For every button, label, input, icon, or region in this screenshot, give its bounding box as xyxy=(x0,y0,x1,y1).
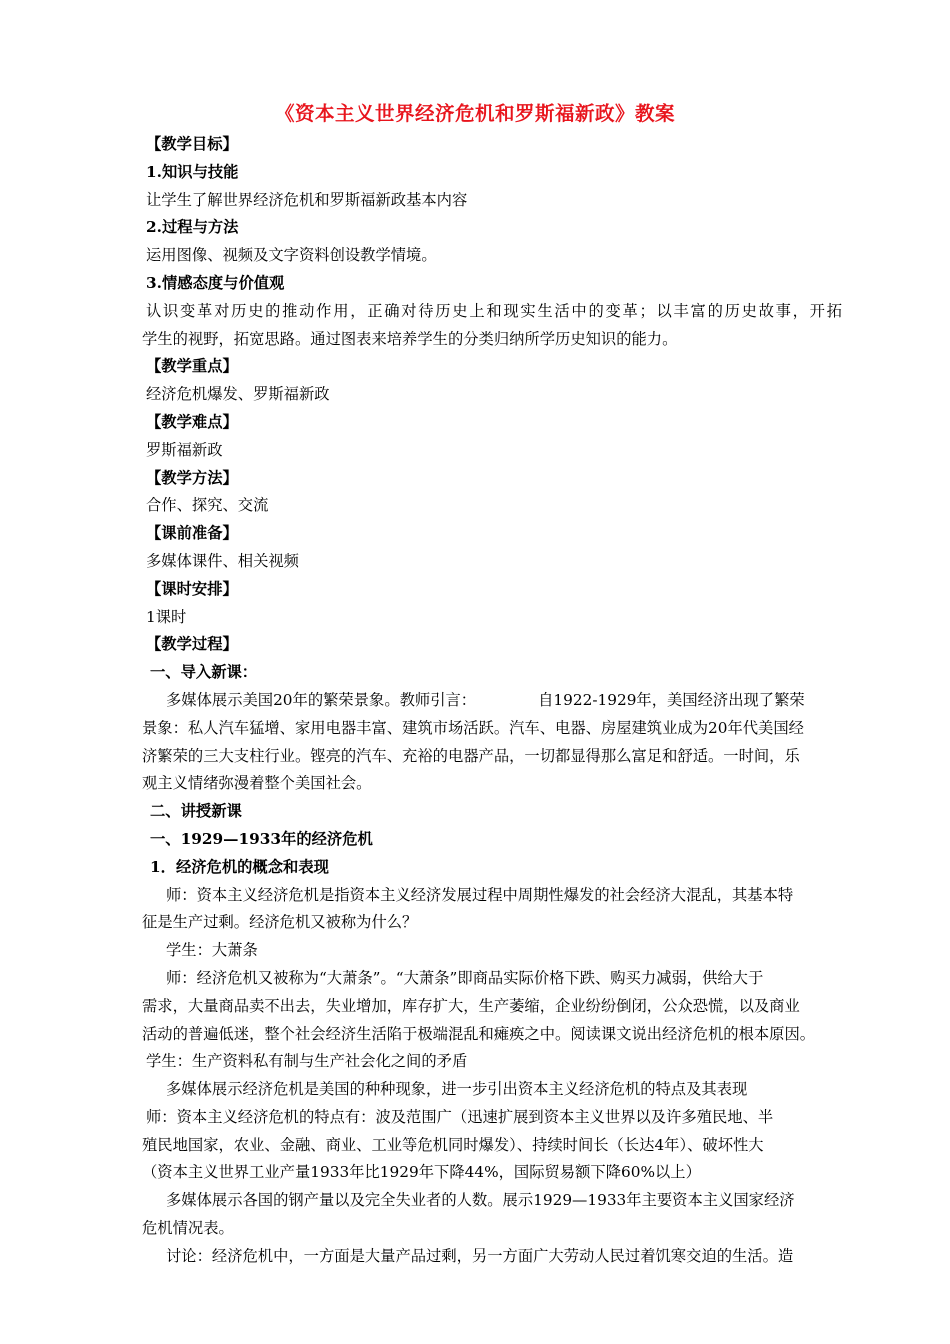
paragraph-6-line-2: 殖民地国家，农业、金融、商业、工业等危机同时爆发）、持续时间长（长达4年）、破坏性大 xyxy=(142,1135,764,1154)
schedule-text: 1课时 xyxy=(146,607,187,626)
intro-heading: 一、导入新课： xyxy=(150,663,258,682)
paragraph-1-line-1: 师：资本主义经济危机是指资本主义经济发展过程中周期性爆发的社会经济大混乱，其基本特 xyxy=(166,885,794,904)
paragraph-8: 讨论：经济危机中，一方面是大量产品过剩，另一方面广大劳动人民过着饥寒交迫的生活。造 xyxy=(166,1246,794,1265)
methods-text: 合作、探究、交流 xyxy=(146,496,269,515)
objectives-heading: 【教学目标】 xyxy=(146,135,238,153)
intro-line-1a: 多媒体展示美国20年的繁荣景象。教师引言： xyxy=(166,690,477,709)
intro-line-1 xyxy=(142,687,842,715)
process-method-title: 2.过程与方法 xyxy=(146,218,239,237)
attitude-values-title: 3.情感态度与价值观 xyxy=(146,273,285,292)
section-1-heading: 一、1929—1933年的经济危机 xyxy=(150,829,373,848)
new-lesson-heading: 二、讲授新课 xyxy=(150,802,242,821)
attitude-values-text-2: 学生的视野，拓宽思路。通过图表来培养学生的分类归纳所学历史知识的能力。 xyxy=(142,329,678,348)
knowledge-skills-title: 1.知识与技能 xyxy=(146,162,239,181)
key-points-text: 经济危机爆发、罗斯福新政 xyxy=(146,385,330,404)
document-body xyxy=(142,131,842,1271)
schedule-heading: 【课时安排】 xyxy=(146,579,238,598)
attitude-values-text-1: 认识变革对历史的推动作用，正确对待历史上和现实生活中的变革；以丰富的历史故事，开拓 xyxy=(146,301,842,320)
paragraph-7-line-2: 危机情况表。 xyxy=(142,1219,234,1238)
paragraph-3-line-1: 师：经济危机又被称为“大萧条”。“大萧条”即商品实际价格下跌、购买力减弱，供给大于 xyxy=(166,968,764,987)
paragraph-7-line-1: 多媒体展示各国的钢产量以及完全失业者的人数。展示1929—1933年主要资本主义国家经济 xyxy=(166,1191,795,1210)
paragraph-3-line-2: 需求，大量商品卖不出去，失业增加，库存扩大，生产萎缩，企业纷纷倒闭，公众恐慌，以及商业 xyxy=(142,996,800,1015)
paragraph-3-line-3: 活动的普遍低迷，整个社会经济生活陷于极端混乱和瘫痪之中。阅读课文说出经济危机的根本原因。 xyxy=(142,1024,816,1043)
process-method-text: 运用图像、视频及文字资料创设教学情境。 xyxy=(146,246,437,265)
paragraph-2: 学生：大萧条 xyxy=(166,941,258,960)
paragraph-6-line-1: 师：资本主义经济危机的特点有：波及范围广（迅速扩展到资本主义世界以及许多殖民地、半 xyxy=(146,1107,774,1126)
methods-heading: 【教学方法】 xyxy=(146,468,238,487)
preparation-heading: 【课前准备】 xyxy=(146,524,238,543)
subsection-1-heading: 1．经济危机的概念和表现 xyxy=(150,857,329,876)
preparation-text: 多媒体课件、相关视频 xyxy=(146,551,299,570)
knowledge-skills-text: 让学生了解世界经济危机和罗斯福新政基本内容 xyxy=(146,190,468,209)
paragraph-5: 多媒体展示经济危机是美国的种种现象，进一步引出资本主义经济危机的特点及其表现 xyxy=(166,1080,748,1099)
document-title: 《资本主义世界经济危机和罗斯福新政》教案 xyxy=(274,102,675,125)
paragraph-6-line-3: （资本主义世界工业产量1933年比1929年下降44%，国际贸易额下降60%以上） xyxy=(142,1163,701,1182)
intro-line-2: 景象：私人汽车猛增、家用电器丰富、建筑市场活跃。汽车、电器、房屋建筑业成为20年代美国经 xyxy=(142,718,804,737)
key-points-heading: 【教学重点】 xyxy=(146,357,238,376)
intro-line-4: 观主义情绪弥漫着整个美国社会。 xyxy=(142,774,372,793)
difficulties-heading: 【教学难点】 xyxy=(146,412,238,431)
intro-line-3: 济繁荣的三大支柱行业。铿亮的汽车、充裕的电器产品，一切都显得那么富足和舒适。一时间，乐 xyxy=(142,746,800,765)
difficulties-text: 罗斯福新政 xyxy=(146,440,223,459)
process-heading: 【教学过程】 xyxy=(146,635,238,654)
paragraph-1-line-2: 征是生产过剩。经济危机又被称为什么？ xyxy=(142,913,418,932)
paragraph-4: 学生：生产资料私有制与生产社会化之间的矛盾 xyxy=(146,1052,468,1071)
intro-line-1b: 自1922-1929年，美国经济出现了繁荣 xyxy=(538,690,805,709)
